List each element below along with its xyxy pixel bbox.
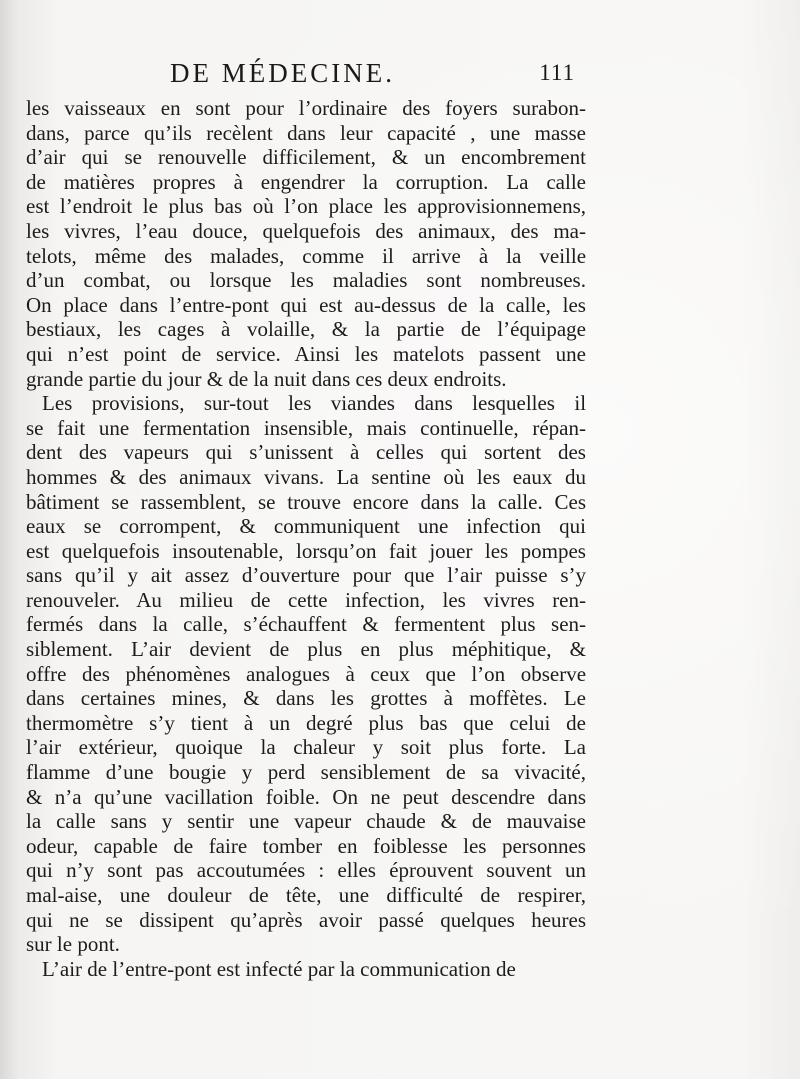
text-line: qui n’est point de service. Ainsi les matelots passent une: [26, 341, 586, 366]
text-line: sans qu’il y ait assez d’ouverture pour que l’air puisse s’y: [26, 563, 587, 588]
text-line: telots, même des malades, comme il arrive à la veille: [26, 243, 587, 268]
text-line: mal-aise, une douleur de tête, une difficulté de respirer,: [26, 883, 586, 907]
text-line: Les provisions, sur-tout les viandes dans lesquelles il: [42, 391, 587, 416]
text-line: est l’endroit le plus bas où l’on place les approvisionnemens,: [26, 194, 587, 219]
text-line: les vivres, l’eau douce, quelquefois des animaux, des ma-: [26, 218, 586, 243]
text-line: grande partie du jour & de la nuit dans ces deux endroits.: [26, 366, 507, 391]
page-header: [170, 58, 575, 98]
text-line: renouveler. Au milieu de cette infection, les vivres ren-: [26, 587, 586, 612]
text-line: flamme d’une bougie y perd sensiblement de sa vivacité,: [26, 760, 586, 785]
text-line: de matières propres à engendrer la corruption. La calle: [26, 169, 586, 194]
text-line: est quelquefois insoutenable, lorsqu’on fait jouer les pompes: [26, 538, 586, 563]
page-number: 111: [539, 60, 575, 85]
paragraph: [26, 957, 586, 982]
text-line: L’air de l’entre-pont est infecté par la communication de: [42, 956, 516, 981]
text-line: eaux se corrompent, & communiquent une infection qui: [26, 514, 586, 539]
text-line: d’air qui se renouvelle difficilement, & un encombrement: [26, 145, 586, 170]
text-line: bestiaux, les cages à volaille, & la partie de l’équipage: [26, 317, 586, 342]
text-line: les vaisseaux en sont pour l’ordinaire des foyers surabon-: [26, 96, 586, 120]
text-line: se fait une fermentation insensible, mais continuelle, répan-: [26, 415, 586, 440]
paragraph: [26, 96, 586, 391]
text-line: d’un combat, ou lorsque les maladies sont nombreuses.: [26, 268, 586, 293]
text-line: siblement. L’air devient de plus en plus méphitique, &: [26, 637, 586, 662]
text-line: thermomètre s’y tient à un degré plus bas que celui de: [26, 710, 586, 735]
text-line: & n’a qu’une vacillation foible. On ne peut descendre dans: [26, 784, 587, 809]
text-line: qui n’y sont pas accoutumées : elles éprouvent souvent un: [26, 858, 586, 883]
text-line: dent des vapeurs qui s’unissent à celles qui sortent des: [26, 440, 586, 465]
bleed-through-texture: [140, 903, 580, 925]
text-line: l’air extérieur, quoique la chaleur y soit plus forte. La: [26, 735, 586, 760]
text-line: dans, parce qu’ils recèlent dans leur capacité , une masse: [26, 120, 586, 145]
text-line: la calle sans y sentir une vapeur chaude & de mauvaise: [26, 809, 586, 834]
paragraph: [26, 391, 586, 957]
text-line: odeur, capable de faire tomber en foiblesse les personnes: [26, 833, 586, 858]
body-text: [26, 96, 586, 981]
text-line: bâtiment se rassemblent, se trouve encore dans la calle. Ces: [26, 489, 587, 514]
text-line: On place dans l’entre-pont qui est au-dessus de la calle, les: [26, 292, 586, 317]
text-line: sur le pont.: [26, 932, 120, 957]
text-line: offre des phénomènes analogues à ceux que l’on observe: [26, 661, 587, 686]
text-line: dans certaines mines, & dans les grottes à moffètes. Le: [26, 686, 586, 711]
running-title: DE MÉDECINE.: [170, 58, 395, 88]
text-line: qui ne se dissipent qu’après avoir passé quelques heures: [26, 907, 587, 932]
text-line: fermés dans la calle, s’échauffent & fermentent plus sen-: [26, 612, 587, 637]
text-line: hommes & des animaux vivans. La sentine où les eaux du: [26, 464, 586, 489]
